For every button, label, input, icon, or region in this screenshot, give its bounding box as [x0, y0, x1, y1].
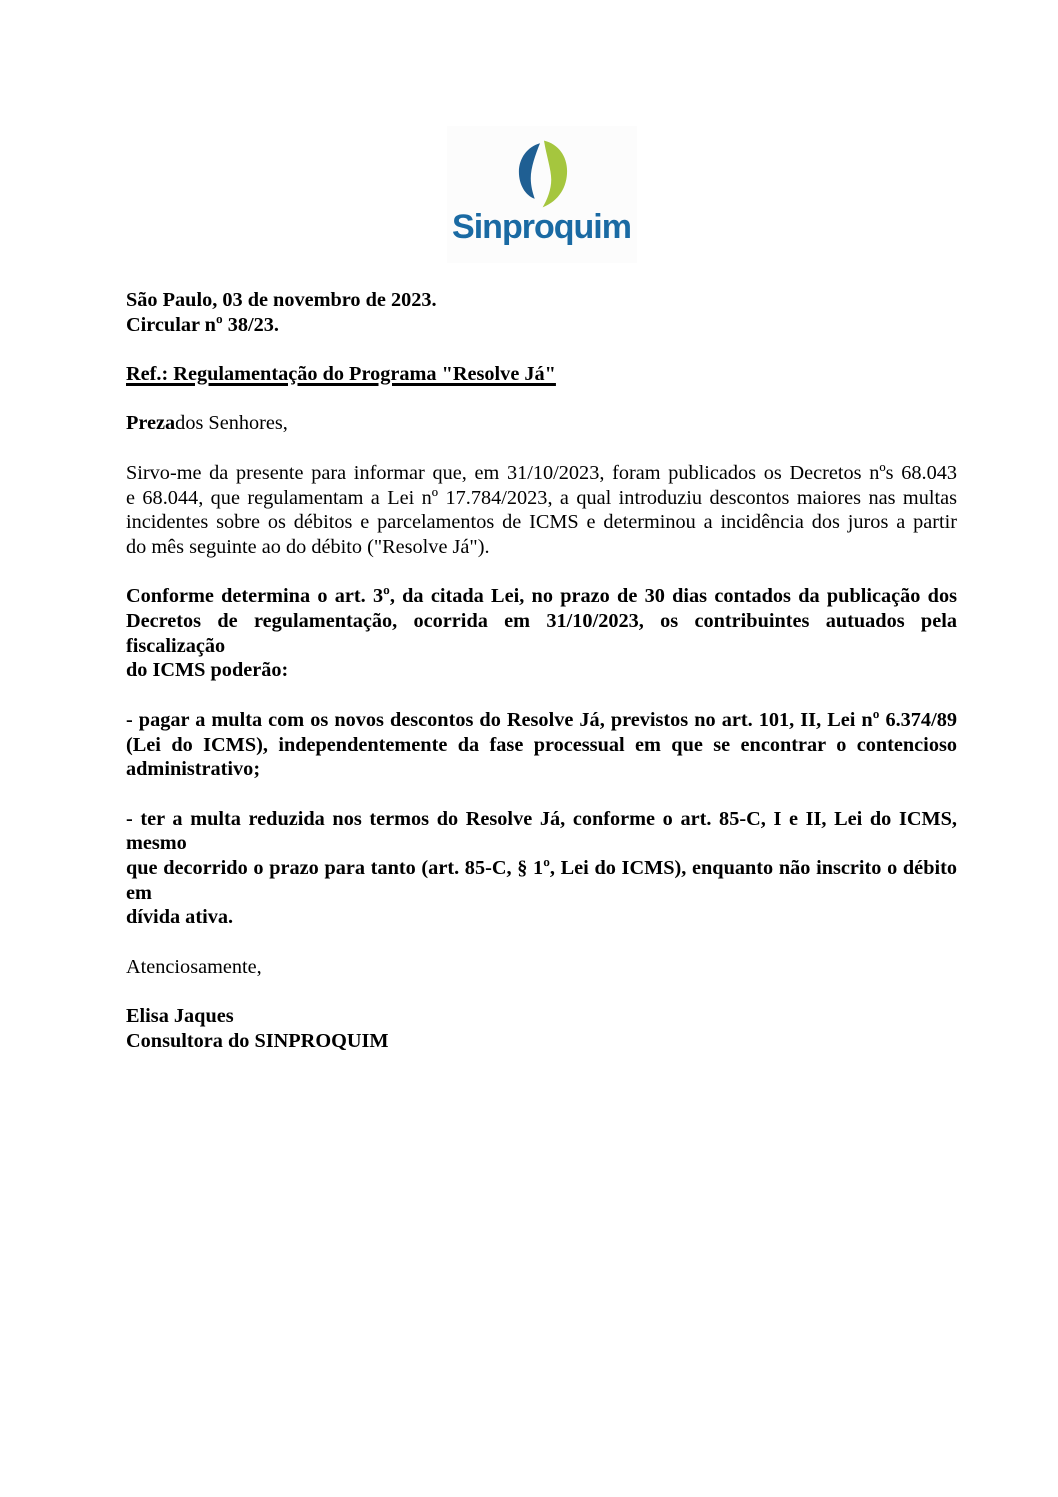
text-line: incidentes sobre os débitos e parcelamentos de ICMS e determinou a incidência dos juros a partir — [126, 511, 957, 534]
logo-petal-green — [542, 141, 566, 208]
greeting-regular-part: dos Senhores, — [175, 412, 288, 435]
text-line: do mês seguinte ao do débito ("Resolve Já"). — [126, 535, 490, 558]
text-line: do ICMS poderão: — [126, 659, 289, 682]
text-line: - pagar a multa com os novos descontos do Resolve Já, previstos no art. 101, II, Lei nº 6.374/89 — [126, 708, 957, 731]
closing-line: Atenciosamente, — [126, 955, 262, 978]
date-block — [126, 288, 957, 337]
text-line: que decorrido o prazo para tanto (art. 85-C, § 1º, Lei do ICMS), enquanto não inscrito o débito em — [126, 857, 957, 904]
bullet-reduced-fine — [126, 807, 957, 931]
greeting-line — [126, 411, 957, 436]
text-line: administrativo; — [126, 758, 261, 781]
text-line: Decretos de regulamentação, ocorrida em 31/10/2023, os contribuintes autuados pela fiscalização — [126, 610, 957, 657]
date-line: São Paulo, 03 de novembro de 2023. — [126, 289, 437, 311]
logo-petal-blue — [518, 143, 539, 198]
text-line: Sirvo-me da presente para informar que, em 31/10/2023, foram publicados os Decretos nºs 68.043 — [126, 461, 957, 484]
letter-body — [126, 288, 957, 1054]
paragraph-deadline — [126, 584, 957, 683]
text-line: Conforme determina o art. 3º, da citada Lei, no prazo de 30 dias contados da publicação dos — [126, 585, 957, 608]
logo-wordmark: Sinproquim — [452, 208, 631, 246]
signature-name: Elisa Jaques — [126, 1005, 234, 1028]
bullet-pay-fine — [126, 708, 957, 782]
subject-line: Ref.: Regulamentação do Programa "Resolve Já" — [126, 363, 556, 386]
signature-block — [126, 1004, 957, 1053]
greeting-bold-part: Preza — [126, 412, 176, 435]
circular-number-line: Circular nº 38/23. — [126, 313, 279, 336]
logo-card — [447, 126, 637, 263]
logo — [126, 126, 957, 263]
text-line: (Lei do ICMS), independentemente da fase processual em que se encontrar o contencioso — [126, 733, 957, 756]
subject-block — [126, 362, 957, 387]
signature-title: Consultora do SINPROQUIM — [126, 1029, 389, 1052]
text-line: dívida ativa. — [126, 906, 234, 929]
logo-mark-icon — [509, 140, 575, 208]
text-line: e 68.044, que regulamentam a Lei nº 17.784/2023, a qual introduziu descontos maiores nas multas — [126, 486, 957, 509]
paragraph-intro — [126, 461, 957, 560]
text-line: - ter a multa reduzida nos termos do Resolve Já, conforme o art. 85-C, I e II, Lei do ICMS, mesmo — [126, 807, 957, 855]
